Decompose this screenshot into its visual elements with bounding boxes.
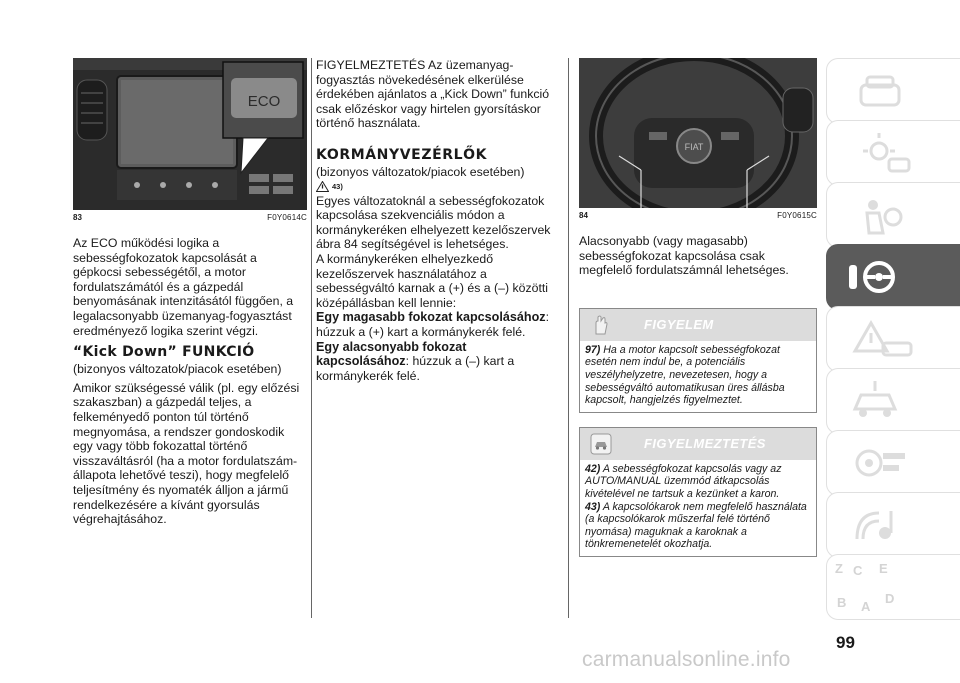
car-dashboard-icon xyxy=(827,59,960,125)
index-icon: Z C E B A D xyxy=(835,561,895,614)
caution-hand-icon xyxy=(590,314,612,341)
maintenance-car-icon xyxy=(827,369,960,435)
rpm-paragraph: Alacsonyabb (vagy magasabb) sebességfokozat kapcsolása csak megfelelő fordulatszámnál lehetséges. xyxy=(579,234,789,278)
tab-dashboard[interactable] xyxy=(826,58,960,124)
caution-box xyxy=(579,308,817,413)
multimedia-icon xyxy=(827,493,960,559)
figure-code: F0Y0615C xyxy=(777,211,817,220)
key-steering-wheel-icon xyxy=(827,245,960,311)
downshift-label: Egy alacsonyabb fokozat kapcsolásához xyxy=(316,339,467,369)
sequential-paragraph: Egyes változatoknál a sebességfokozatok kapcsolása szekvenciális módon a kormánykeréken elhelyezett kezelőszervek ábra 84 segítségével is lehetséges. xyxy=(316,193,551,252)
kick-down-heading: “Kick Down” FUNKCIÓ xyxy=(73,344,255,361)
page-number: 99 xyxy=(836,633,855,652)
steering-controls-subtitle: (bizonyos változatok/piacok esetében) xyxy=(316,164,525,179)
note-number: 42) xyxy=(585,462,601,475)
tab-technical-data[interactable] xyxy=(826,430,960,496)
notice-title: FIGYELMEZTETÉS xyxy=(644,436,766,452)
tab-emergency[interactable] xyxy=(826,306,960,372)
kick-down-subtitle: (bizonyos változatok/piacok esetében) xyxy=(73,362,282,377)
figure-84 xyxy=(579,58,817,220)
figure-83 xyxy=(73,58,307,222)
warning-lights-icon xyxy=(827,121,960,187)
note-reference: 43) xyxy=(332,182,343,192)
figure-number: 84 xyxy=(579,211,588,220)
technical-data-icon xyxy=(827,431,960,497)
right-column xyxy=(579,58,817,557)
tab-maintenance[interactable] xyxy=(826,368,960,434)
kick-down-paragraph: Amikor szükségessé válik (pl. egy előzési szakaszban) a gázpedál teljes, a felkeményedő ponton túl történő megnyomása, a rendszer gondoskodik egy vagy több fokozattal történő visszaváltásról (ha a motor fordulatszám-állapota lehetővé teszi), hogy megfelelő teljesítmény és nyomaték álljon a jármű rendelkezésére a kívánt gyorsulás végrehajtásához. xyxy=(73,380,300,527)
tab-warning-lights[interactable] xyxy=(826,120,960,186)
tab-starting-driving[interactable] xyxy=(826,244,960,310)
lever-position-paragraph: A kormánykeréken elhelyezkedő kezelőszervek használatához a sebességváltó karnak a (+) és a (–) közötti középállásban kell lennie: xyxy=(316,251,549,310)
figure-number: 83 xyxy=(73,213,82,222)
eco-intro-paragraph: Az ECO működési logika a sebességfokozatok kapcsolását a gépkocsi sebességétől, a motor fordulatszámától és a gázpedál benyomásának intenzitásától függően, a legalacsonyabb üzemanyag-fogyasztást eredményező logika szerint végzi. xyxy=(73,236,294,338)
upshift-text: : húzzuk a (+) kart a kormánykerék felé. xyxy=(316,310,549,339)
caution-title: FIGYELEM xyxy=(644,317,714,333)
tab-index[interactable] xyxy=(826,554,960,620)
eco-button-illustration xyxy=(73,58,307,210)
note-number: 97) xyxy=(585,343,601,356)
car-notice-icon xyxy=(590,433,612,460)
notice-text-1: A sebességfokozat kapcsolás vagy az AUTO/MANUAL üzemmód átkapcsolás kivételével ne tartsuk a kezünket a karon. xyxy=(585,462,782,500)
eco-label: ECO xyxy=(247,93,281,110)
column-divider xyxy=(568,58,569,618)
notice-box xyxy=(579,427,817,557)
warning-triangle-icon xyxy=(316,181,329,192)
tab-multimedia[interactable] xyxy=(826,492,960,558)
downshift-text: : húzzuk a (–) kart a kormánykerék felé. xyxy=(316,354,515,383)
figure-code: F0Y0614C xyxy=(267,213,307,222)
caution-text: Ha a motor kapcsolt sebességfokozat esetén nem indul be, a potenciális veszélyhelyzetre, nevezetesen, hogy a sebességváltó automatikusan üres állásba kapcsolt, hangjelzés figyelmeztet. xyxy=(585,343,785,407)
kick-down-warning-paragraph: FIGYELMEZTETÉS Az üzemanyag-fogyasztás növekedésének elkerülése érdekében ajánlatos a „Kick Down” funkció csak előzéskor vagy hirtelen gyorsításkor történő használata. xyxy=(316,58,550,131)
tab-safety[interactable] xyxy=(826,182,960,248)
svg-text:FIAT: FIAT xyxy=(684,142,704,152)
notice-text-2: A kapcsolókarok nem megfelelő használata (a kapcsolókarok műszerfal felé történő nyomása) maguknak a karoknak a tönkremenetelét okozhatja. xyxy=(585,500,807,551)
upshift-label: Egy magasabb fokozat kapcsolásához xyxy=(316,310,546,325)
note-number: 43) xyxy=(585,500,601,513)
steering-wheel-paddles-illustration xyxy=(579,58,817,208)
steering-controls-heading: KORMÁNYVEZÉRLŐK xyxy=(316,146,488,163)
middle-column xyxy=(316,58,552,383)
seatbelt-airbag-icon xyxy=(827,183,960,249)
column-divider xyxy=(311,58,312,618)
watermark: carmanualsonline.info xyxy=(582,648,791,671)
left-column xyxy=(73,58,307,527)
roadside-emergency-icon xyxy=(827,307,960,373)
